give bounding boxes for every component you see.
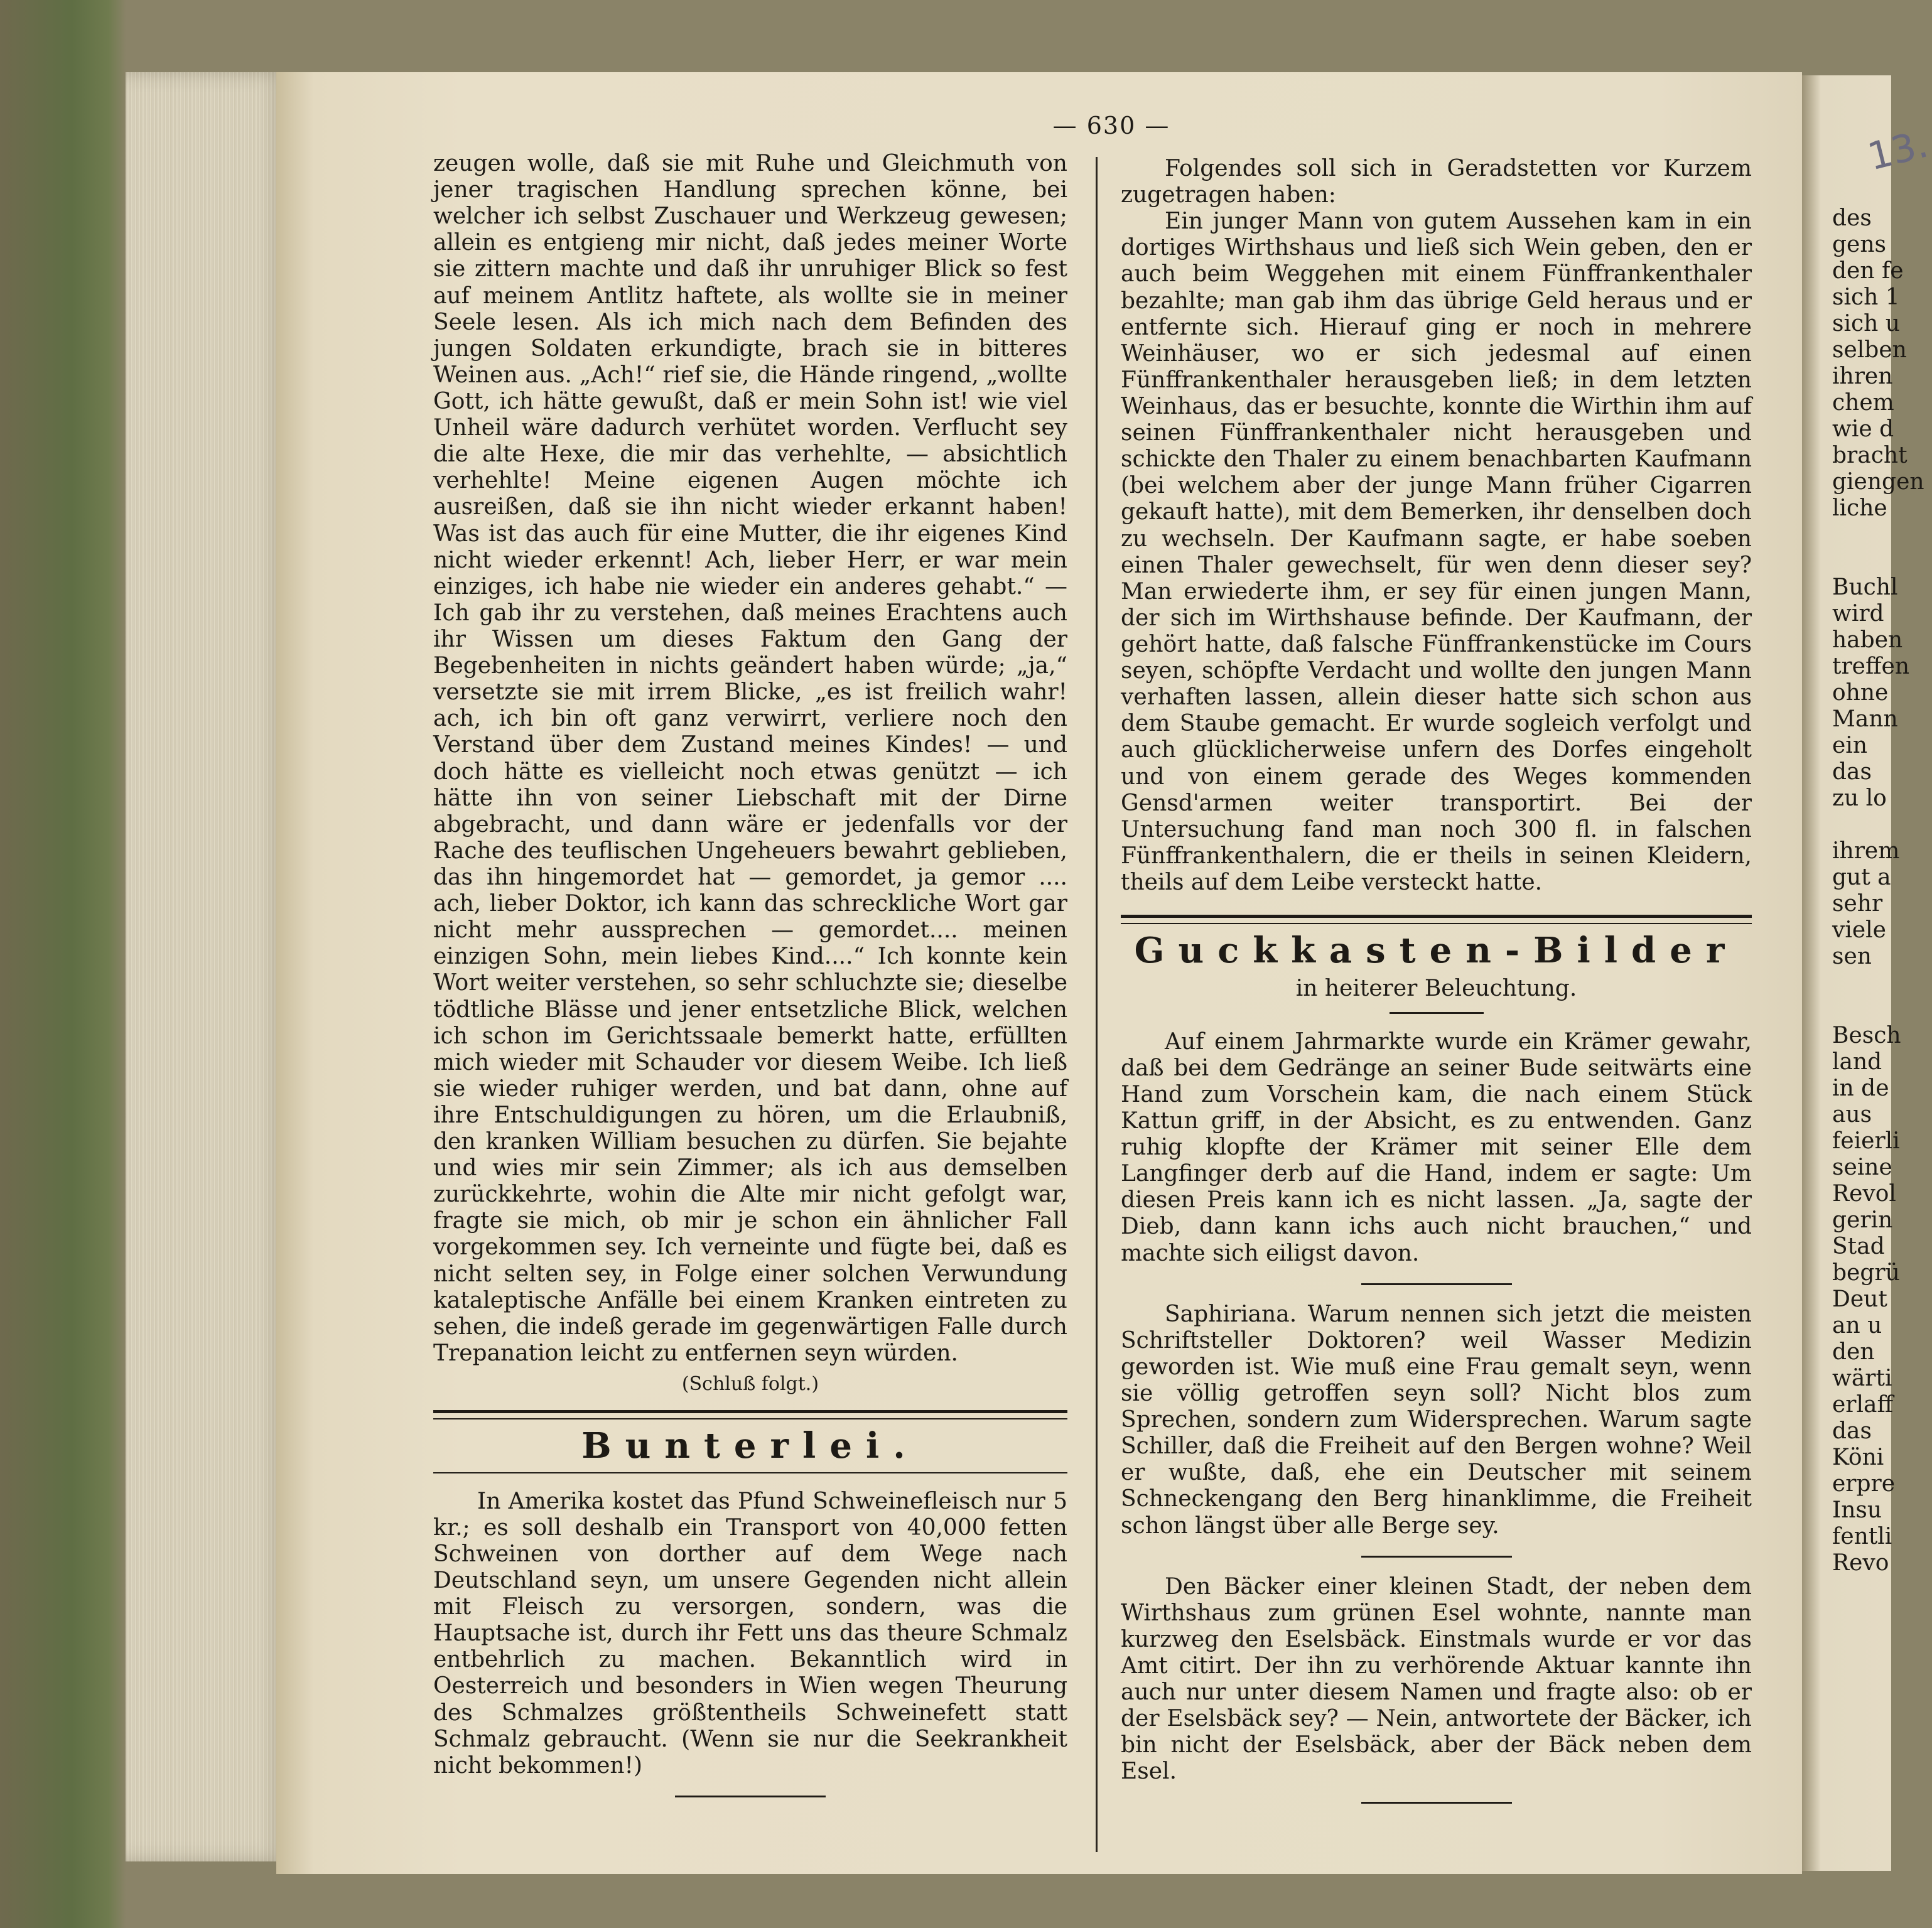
next-page-fragment: gut a <box>1832 864 1891 890</box>
next-page-fragment: land <box>1832 1049 1882 1075</box>
right-column <box>1121 156 1752 1820</box>
next-page-fragment: Deut <box>1832 1286 1887 1312</box>
next-page-fragment: chem <box>1832 390 1894 416</box>
news-story-geradstetten: Ein junger Mann von gutem Aussehen kam in ein dortiges Wirthshaus und ließ sich Wein geben, den er auch beim Weggehen mit einem Fünffrankenthaler bezahlte; man gab ihm das übrige Geld heraus und er entfernte sich. Hierauf ging er noch in mehrere Weinhäuser, wo er sich jedesmal auf einen Fünffrankenthaler herausgeben ließ; in dem letzten Weinhaus, das er besuchte, konnte die Wirthin ihm auf seinen Fünffrankenthaler nicht herausgeben und schickte den Thaler zu einem benachbarten Kaufmann (bei welchem aber der junge Mann früher Cigarren gekauft hatte), mit dem Bemerken, ihr denselben doch zu wechseln. Der Kaufmann sagte, er habe soeben einen Thaler gewechselt, für wen denn dieser sey? Man erwiederte ihm, er sey für einen jungen Mann, der sich im Wirthshause befinde. Der Kaufmann, der gehört hatte, daß falsche Fünffrankenstücke im Cours seyen, schöpfte Verdacht und wollte den jungen Mann verhaften lassen, allein dieser hatte sich schon aus dem Staube gemacht. Er wurde sogleich verfolgt und auch glücklicherweise unfern des Dorfes eingeholt und von einem gerade des Weges kommenden Gensd'armen weiter transportirt. Bei der Untersuchung fand man noch 300 fl. in falschen Fünffrankenthalern, die er theils in seinen Kleidern, theils auf dem Leibe versteckt hatte. <box>1121 208 1752 895</box>
next-page-fragment: ein <box>1832 733 1868 758</box>
story-continuation: zeugen wolle, daß sie mit Ruhe und Gleichmuth von jener tragischen Handlung sprechen könne, bei welcher ich selbst Zuschauer und Werkzeug gewesen; allein es entgieng mir nicht, daß jedes meiner Worte sie zittern machte und daß ihr unruhiger Blick so fest auf meinem Antlitz haftete, als wollte sie in meiner Seele lesen. Als ich mich nach dem Befinden des jungen Soldaten erkundigte, brach sie in bitteres Weinen aus. „Ach!“ rief sie, die Hände ringend, „wollte Gott, ich hätte gewußt, daß er mein Sohn ist! wie viel Unheil wäre dadurch verhütet worden. Verflucht sey die alte Hexe, die mir das verhehlte, — absichtlich verhehlte! Meine eigenen Augen möchte ich ausreißen, daß sie ihn nicht wieder erkannt haben! Was ist das auch für eine Mutter, die ihr eigenes Kind nicht wieder erkennt! Ach, lieber Herr, er war mein einziges, ich habe nie wieder ein anderes gehabt.“ — Ich gab ihr zu verstehen, daß meines Erachtens auch ihr Wissen um dieses Faktum den Gang der Begebenheiten in nichts geändert haben würde; „ja,“ versetzte sie mit irrem Blicke, „es ist freilich wahr! ach, ich bin oft ganz verwirrt, verliere noch den Verstand über dem Zustand meines Kindes! — und doch hätte es vielleicht noch etwas genützt — ich hätte ihn von seiner Liebschaft mit der Dirne abgebracht, und dann wäre er jedenfalls vor der Rache des teuflischen Ungeheuers bewahrt geblieben, das ihn hingemordet hat — gemordet, ja gemor .... ach, lieber Doktor, ich kann das schreckliche Wort gar nicht mehr aussprechen — gemordet.... meinen einzigen Sohn, mein liebes Kind....“ Ich konnte kein Wort weiter verstehen, so sehr schluchzte sie; dieselbe tödtliche Blässe und jener entsetzliche Blick, welchen ich schon im Gerichtssaale bemerkt hatte, erfüllten mich wieder mit Schauder vor diesem Weibe. Ich ließ sie wieder ruhiger werden, und bat dann, ohne auf ihre Entschuldigungen zu hören, um die Erlaubniß, den kranken William besuchen zu dürfen. Sie bejahte und wies mir sein Zimmer; als ich aus demselben zurückkehrte, wohin die Alte mir nicht gefolgt war, fragte sie mich, ob mir je schon ein ähnlicher Fall vorgekommen sey. Ich verneinte und fügte bei, daß es nicht selten sey, in Folge einer solchen Verwundung kataleptische Anfälle bei einem Kranken eintreten zu sehen, die indeß gerade im gegenwärtigen Falle durch Trepanation leicht zu entfernen seyn würden. <box>433 151 1067 1366</box>
section-rule-bottom <box>433 1472 1067 1473</box>
next-page-fragment: fentli <box>1832 1524 1892 1549</box>
end-rule <box>1361 1802 1512 1804</box>
next-page-fragment: ihren <box>1832 364 1893 389</box>
section-subtitle: in heiterer Beleuchtung. <box>1295 975 1577 1001</box>
anecdote-separator <box>1361 1283 1512 1285</box>
next-page-fragment: wärti <box>1832 1365 1892 1391</box>
next-page-fragment: das <box>1832 1418 1872 1444</box>
anecdote-saphiriana: Saphiriana. Warum nennen sich jetzt die meisten Schriftsteller Doktoren? weil Wasser Medizin geworden ist. Wie muß eine Frau gemalt seyn, wenn sie völlig getroffen seyn soll? Nicht blos zum Sprechen, sondern zum Widersprechen. Warum sagte Schiller, daß die Freiheit auf den Bergen wohne? Weil er wußte, daß, ehe ein Deutscher mit seinem Schneckengang den Berg hinanklimme, die Freiheit schon längst über alle Berge sey. <box>1121 1301 1752 1539</box>
next-page-fragment: an u <box>1832 1313 1882 1338</box>
next-page-fragment: Stad <box>1832 1234 1885 1259</box>
margin-handwritten-mark: 13. <box>1863 122 1932 180</box>
page-number: — 630 — <box>1052 112 1170 139</box>
next-page-fragment <box>1832 179 1891 205</box>
section-rule <box>1121 915 1752 918</box>
next-page-fragment: Köni <box>1832 1445 1884 1470</box>
next-page-fragment: des <box>1832 205 1872 231</box>
next-page-fragment <box>1832 812 1891 838</box>
next-page-fragment: den fe <box>1832 258 1904 284</box>
next-page-fragment: erpre <box>1832 1471 1896 1497</box>
next-page-fragment: sich 1 <box>1832 284 1900 310</box>
next-page-fragment: sehr <box>1832 891 1883 917</box>
next-page-fragment: Buchl <box>1832 574 1898 600</box>
next-page-fragment <box>1832 522 1891 548</box>
next-page-fragment: begrü <box>1832 1260 1900 1286</box>
anecdote-kraemer: Auf einem Jahrmarkte wurde ein Krämer gewahr, daß bei dem Gedränge an seiner Bude seitwärts eine Hand zum Vorschein kam, die nach einem Stück Kattun griff, in der Absicht, es zu entwenden. Ganz ruhig klopfte der Krämer mit seiner Elle dem Langfinger derb auf die Hand, indem er sagte: Um diesen Preis kann ich es nicht lassen. „Ja, sagte der Dieb, dann kann ichs auch nicht brauchen,“ und machte sich eiligst davon. <box>1121 1028 1752 1266</box>
next-page-fragment: gens <box>1832 232 1887 257</box>
next-page-fragment <box>1832 970 1891 996</box>
next-page-fragment <box>1832 548 1891 574</box>
section-rule-thin <box>433 1418 1067 1419</box>
column-divider <box>1096 157 1098 1852</box>
next-page-fragment: den <box>1832 1339 1875 1365</box>
anecdote-separator <box>1361 1556 1512 1558</box>
news-item-amerika: In Amerika kostet das Pfund Schweinefleisch nur 5 kr.; es soll deshalb ein Transport von 40,000 fetten Schweinen von dorther auf dem Wege nach Deutschland seyn, um unsere Gegenden nicht allein mit Fleisch zu versorgen, sondern, was die Hauptsache ist, durch ihr Fett uns das theure Schmalz entbehrlich zu machen. Bekanntlich wird in Oesterreich und besonders in Wien wegen Theurung des Schmalzes größtentheils Schweinefett statt Schmalz gebraucht. (Wenn sie nur die Seekrankheit nicht bekommen!) <box>433 1488 1067 1779</box>
section-rule-thin <box>1121 923 1752 924</box>
next-page-fragment: ihrem <box>1832 838 1900 864</box>
next-page-fragment: liche <box>1832 495 1887 521</box>
next-page-fragments <box>1832 179 1924 1576</box>
end-rule <box>675 1796 826 1797</box>
section-rule <box>433 1410 1067 1413</box>
next-page-fragment: giengen <box>1832 469 1924 495</box>
next-page-fragment: aus <box>1832 1102 1872 1128</box>
next-page-fragment: seine <box>1832 1155 1892 1180</box>
next-page-fragment: das <box>1832 759 1872 785</box>
page-edges <box>126 72 289 1861</box>
news-intro: Folgendes soll sich in Geradstetten vor Kurzem zugetragen haben: <box>1121 156 1752 208</box>
next-page-fragment: Mann <box>1832 706 1898 732</box>
next-page-fragment: wie d <box>1832 416 1894 442</box>
next-page-fragment: Insu <box>1832 1497 1882 1523</box>
next-page-fragment: gerin <box>1832 1207 1893 1233</box>
next-page-fragment: sich u <box>1832 311 1900 337</box>
next-page-fragment: ohne <box>1832 680 1889 706</box>
next-page-fragment: feierli <box>1832 1128 1900 1154</box>
next-page-fragment: treffen <box>1832 654 1910 679</box>
next-page-fragment <box>1832 996 1891 1023</box>
next-page-fragment: Besch <box>1832 1023 1901 1048</box>
next-page-fragment: Revol <box>1832 1181 1896 1207</box>
next-page-fragment: zu lo <box>1832 785 1887 811</box>
section-title-bunterlei: Bunterlei. <box>581 1425 919 1467</box>
next-page-fragment: viele <box>1832 917 1886 943</box>
next-page-fragment: bracht <box>1832 443 1908 468</box>
next-page-fragment: haben <box>1832 627 1903 653</box>
next-page-fragment: sen <box>1832 944 1872 969</box>
subtitle-rule <box>1390 1012 1484 1014</box>
left-column <box>433 151 1067 1814</box>
continued-notice: (Schluß folgt.) <box>681 1373 819 1396</box>
next-page-fragment: in de <box>1832 1075 1889 1101</box>
next-page-fragment: Revo <box>1832 1550 1889 1576</box>
next-page-fragment: wird <box>1832 601 1884 627</box>
section-title-guckkasten: Guckkasten-Bilder <box>1134 930 1739 972</box>
next-page-fragment: erlaff <box>1832 1392 1894 1418</box>
next-page-fragment: selben <box>1832 337 1907 363</box>
anecdote-baecker: Den Bäcker einer kleinen Stadt, der neben dem Wirthshaus zum grünen Esel wohnte, nannte man kurzweg den Eselsbäck. Einstmals wurde er vor das Amt citirt. Der ihn zu verhörende Aktuar kannte ihn auch nur unter diesem Namen und fragte also: ob er der Eselsbäck sey? — Nein, antwortete der Bäcker, ich bin nicht der Eselsbäck, aber der Bäck neben dem Esel. <box>1121 1573 1752 1785</box>
